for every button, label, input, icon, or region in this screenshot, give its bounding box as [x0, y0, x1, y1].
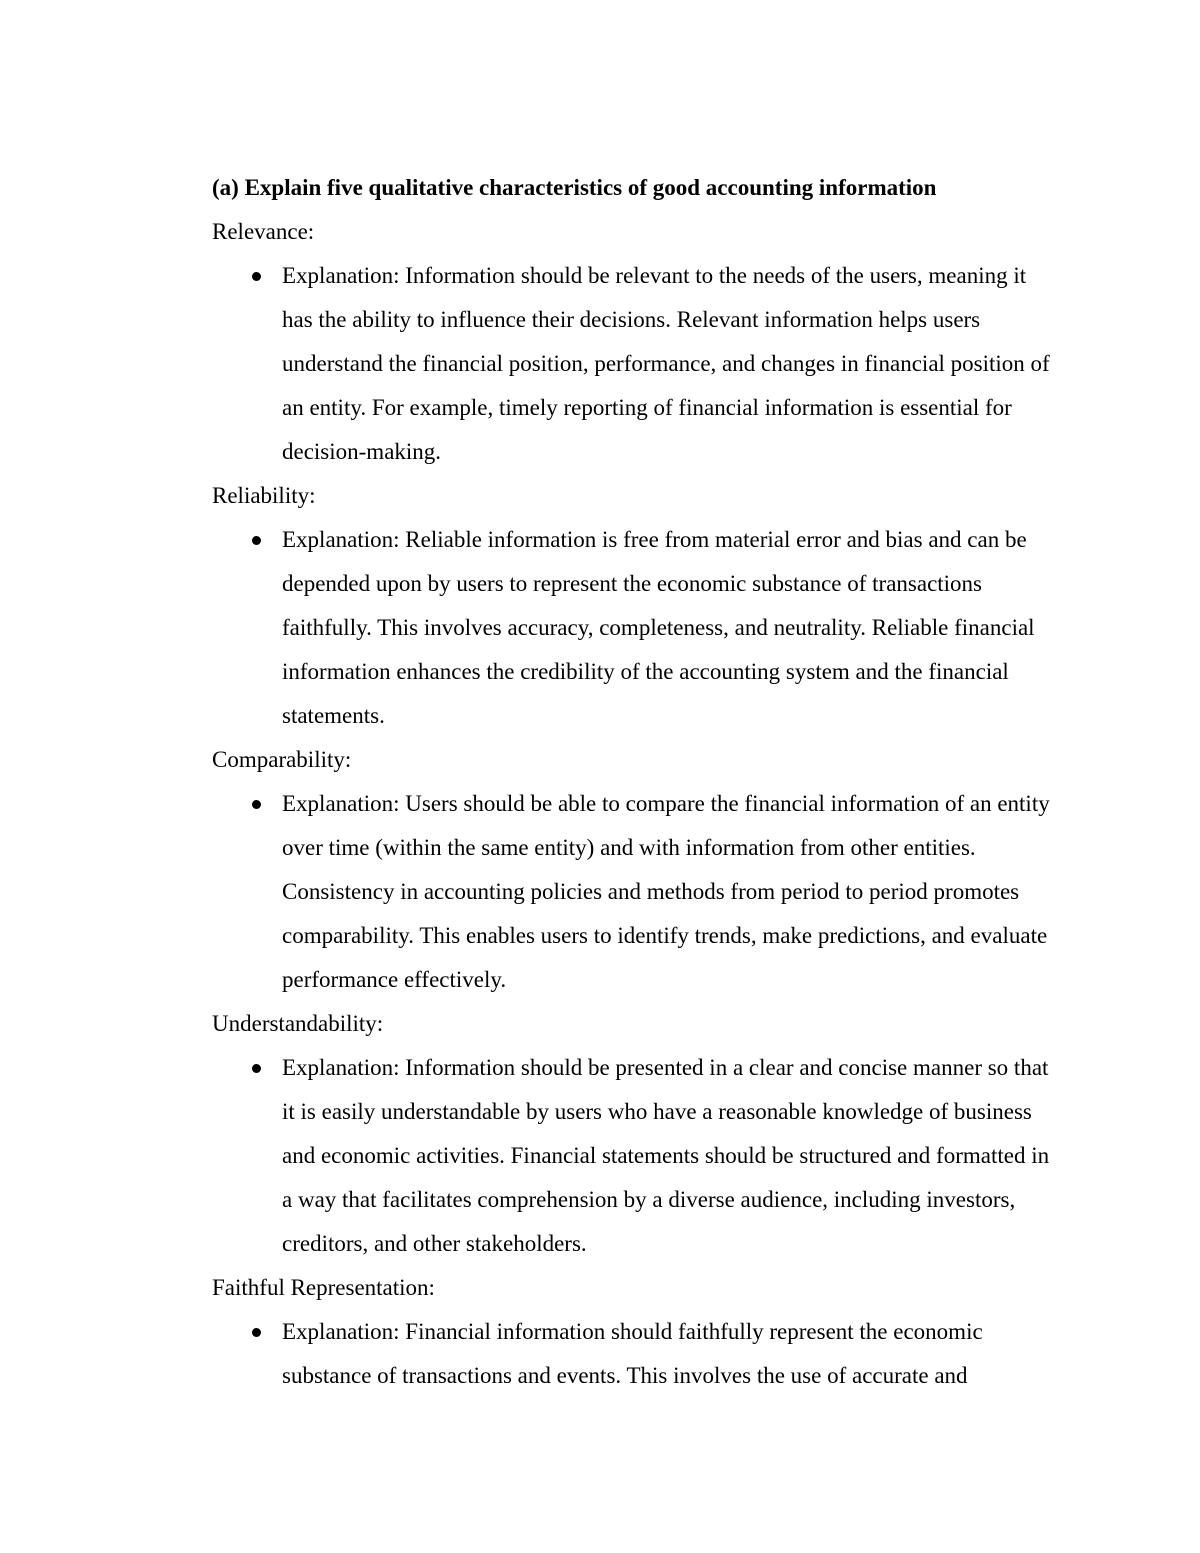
- section-comparability: [212, 738, 1072, 1002]
- section-relevance: [212, 210, 1072, 474]
- section-heading: Faithful Representation:: [212, 1275, 435, 1300]
- section-faithful-representation: [212, 1266, 1072, 1398]
- list-item: [212, 254, 1062, 474]
- bullet-list: [212, 782, 1072, 1002]
- section-heading: Understandability:: [212, 1011, 384, 1036]
- list-item: [212, 782, 1062, 1002]
- document-body: [212, 166, 1072, 1398]
- bullet-list: [212, 518, 1072, 738]
- bullet-icon: [252, 1328, 261, 1337]
- explanation-text: Explanation: Financial information should faithfully represent the economic substance of transactions and events. This involves the use of accurate and: [282, 1319, 983, 1388]
- list-item: [212, 1046, 1062, 1266]
- list-item: [212, 518, 1062, 738]
- bullet-list: [212, 254, 1072, 474]
- section-heading: Comparability:: [212, 747, 352, 772]
- explanation-text: Explanation: Users should be able to compare the financial information of an entity over time (within the same entity) and with information from other entities. Consistency in accounting policies and methods from period to period promotes comparability. This enables users to identify trends, make predictions, and evaluate performance effectively.: [282, 791, 1050, 992]
- section-heading: Relevance:: [212, 219, 315, 244]
- bullet-list: [212, 1310, 1072, 1398]
- explanation-text: Explanation: Reliable information is free from material error and bias and can be depended upon by users to represent the economic substance of transactions faithfully. This involves accuracy, completeness, and neutrality. Reliable financial information enhances the credibility of the accounting system and the financial statements.: [282, 527, 1035, 728]
- section-understandability: [212, 1002, 1072, 1266]
- explanation-text: Explanation: Information should be relevant to the needs of the users, meaning it has the ability to influence their decisions. Relevant information helps users understand the financial position, performance, and changes in financial position of an entity. For example, timely reporting of financial information is essential for decision-making.: [282, 263, 1050, 464]
- question-heading: (a) Explain five qualitative characteristics of good accounting information: [212, 175, 937, 200]
- bullet-icon: [252, 1064, 261, 1073]
- section-reliability: [212, 474, 1072, 738]
- bullet-icon: [252, 536, 261, 545]
- list-item: [212, 1310, 1062, 1398]
- bullet-icon: [252, 800, 261, 809]
- explanation-text: Explanation: Information should be presented in a clear and concise manner so that it is easily understandable by users who have a reasonable knowledge of business and economic activities. Financial statements should be structured and formatted in a way that facilitates comprehension by a diverse audience, including investors, creditors, and other stakeholders.: [282, 1055, 1050, 1256]
- section-heading: Reliability:: [212, 483, 316, 508]
- bullet-icon: [252, 272, 261, 281]
- bullet-list: [212, 1046, 1072, 1266]
